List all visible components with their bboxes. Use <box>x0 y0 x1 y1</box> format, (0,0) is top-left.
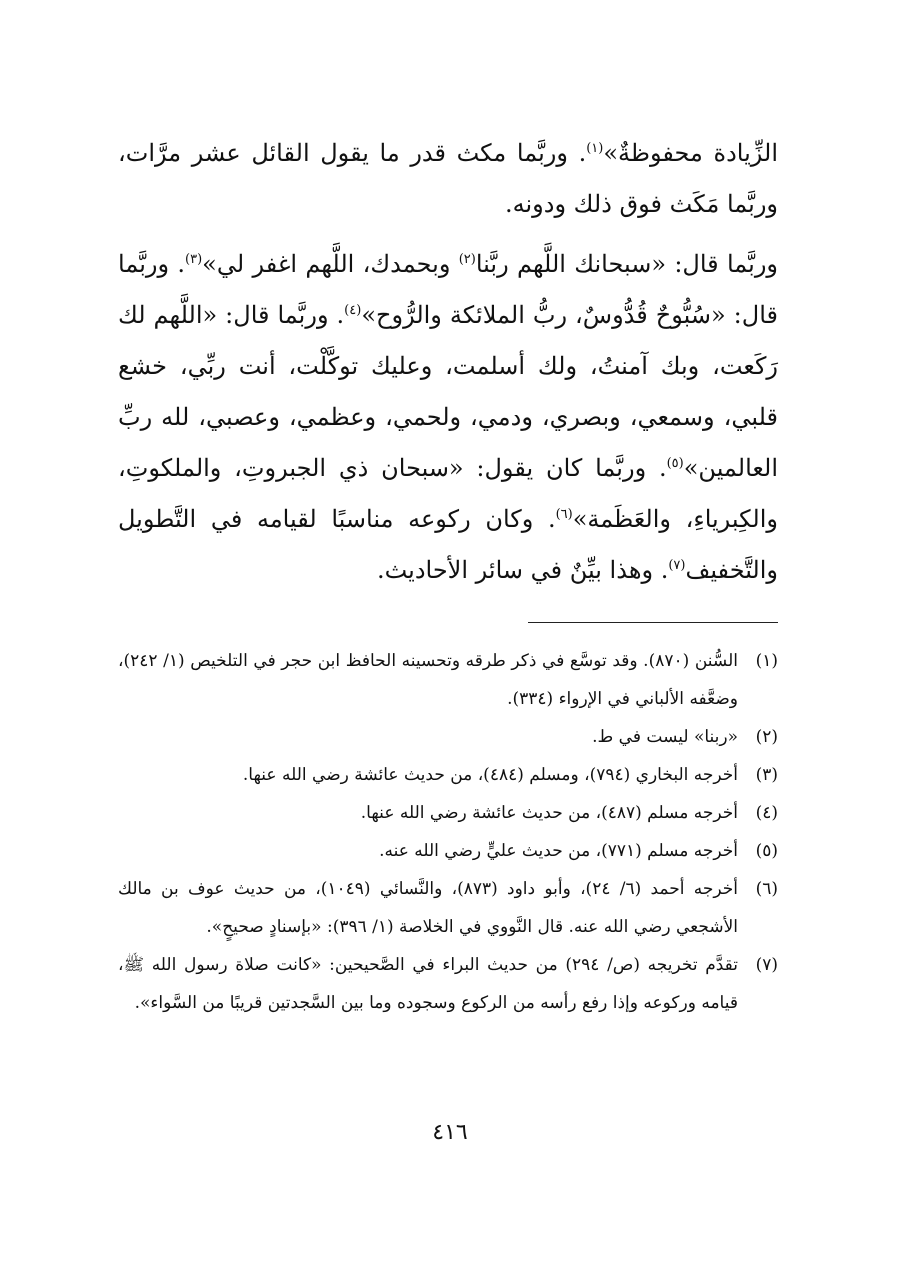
para1-text-2: . وربَّما مكث قدر ما يقول القائل عشر مرَّات، وربَّما مَكَث فوق ذلك ودونه. <box>118 139 778 218</box>
para2-text-1: وربَّما قال: «سبحانك اللَّهم ربَّنا <box>475 250 778 278</box>
footnote-number: (١) <box>755 651 778 671</box>
paragraph-2 <box>118 239 778 596</box>
footnote-item <box>118 718 778 756</box>
main-text <box>118 128 778 596</box>
footnote-item <box>118 756 778 794</box>
footnote-text: أخرجه البخاري (٧٩٤)، ومسلم (٤٨٤)، من حديث عائشة رضي الله عنها. <box>242 765 738 785</box>
footnote-ref-5[interactable]: (٥) <box>666 456 684 471</box>
page-body <box>118 128 779 1013</box>
footnote-item <box>118 832 778 870</box>
footnote-item <box>118 794 778 832</box>
footnote-text: تقدَّم تخريجه (ص/ ٢٩٤) من حديث البراء في الصَّحيحين: «كانت صلاة رسول الله ﷺ، قيامه وركوعه وإذا رفع رأسه من الركوع وسجوده وما بين السَّجدتين قريبًا من السَّواء». <box>118 955 739 1013</box>
footnote-text: «ربنا» ليست في ط. <box>592 727 738 747</box>
footnote-divider <box>528 622 778 623</box>
footnote-ref-4[interactable]: (٤) <box>344 303 362 318</box>
para2-text-3: . وربَّما قال: «سُبُّوحٌ قُدُّوسٌ، ربُّ الملائكة والرُّوح» <box>118 250 778 329</box>
para2-text-2: وبحمدك، اللَّهم اغفر لي» <box>202 250 459 278</box>
paragraph-1 <box>118 128 778 230</box>
para2-text-6: . وكان ركوعه مناسبًا لقيامه في التَّطويل والتَّخفيف <box>118 505 778 584</box>
footnote-item <box>118 946 778 1022</box>
footnote-ref-2[interactable]: (٢) <box>458 252 476 267</box>
footnote-text: أخرجه مسلم (٤٨٧)، من حديث عائشة رضي الله عنها. <box>360 803 738 823</box>
para2-text-4: . وربَّما قال: «اللَّهم لك رَكَعت، وبك آمنتُ، ولك أسلمت، وعليك توكَّلْت، أنت ربِّي، خشع قلبي، وسمعي، وبصري، ودمي، ولحمي، وعظمي، وعصبي، لله ربِّ العالمين» <box>118 301 778 482</box>
footnote-number: (٥) <box>755 841 778 861</box>
footnotes-list <box>118 642 778 1022</box>
para1-text-1: الزِّيادة محفوظةٌ» <box>603 139 779 167</box>
footnote-text: أخرجه مسلم (٧٧١)، من حديث عليٍّ رضي الله عنه. <box>379 841 738 861</box>
para2-text-5: . وربَّما كان يقول: «سبحان ذي الجبروتِ، والملكوتِ، والكِبرياءِ، والعَظَمة» <box>118 454 778 533</box>
footnote-number: (٤) <box>755 803 778 823</box>
footnote-text: السُّنن (٨٧٠). وقد توسَّع في ذكر طرقه وتحسينه الحافظ ابن حجر في التلخيص (١/ ٢٤٢)، وضعَّفه الألباني في الإرواء (٣٣٤). <box>118 651 738 709</box>
footnote-ref-6[interactable]: (٦) <box>555 507 573 522</box>
footnote-number: (٣) <box>755 765 778 785</box>
footnote-item <box>118 642 778 718</box>
page-number: ٤١٦ <box>432 1120 468 1145</box>
footnote-ref-3[interactable]: (٣) <box>185 252 203 267</box>
para2-text-7: . وهذا بيِّنٌ في سائر الأحاديث. <box>376 556 669 584</box>
footnote-ref-1[interactable]: (١) <box>586 141 604 156</box>
footnote-text: أخرجه أحمد (٦/ ٢٤)، وأبو داود (٨٧٣)، والنَّسائي (١٠٤٩)، من حديث عوف بن مالك الأشجعي رضي الله عنه. قال النَّووي في الخلاصة (١/ ٣٩٦): «بإسنادٍ صحيحٍ». <box>118 879 738 937</box>
footnote-item <box>118 870 778 946</box>
footnote-ref-7[interactable]: (٧) <box>668 558 686 573</box>
footnote-number: (٢) <box>755 727 778 747</box>
footnote-number: (٧) <box>755 955 778 975</box>
footnote-number: (٦) <box>755 879 778 899</box>
